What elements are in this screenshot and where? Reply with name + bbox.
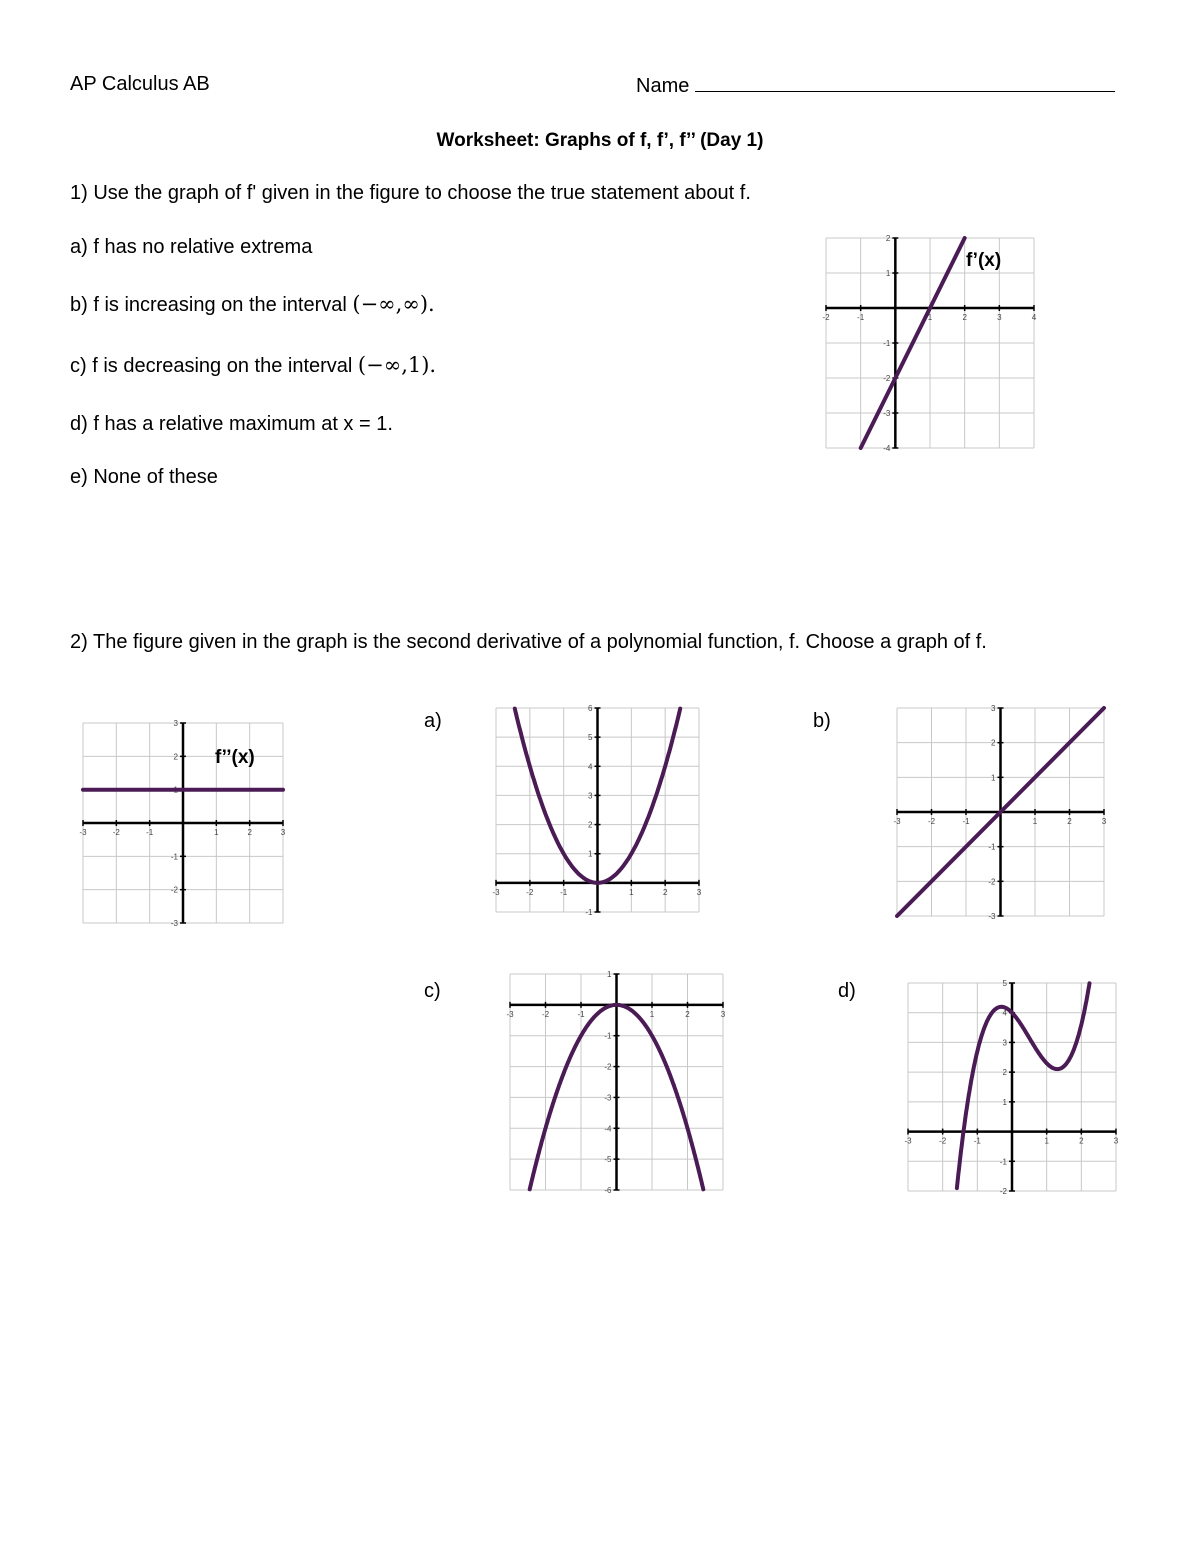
q2-option-c-graph[interactable] [506, 970, 726, 1195]
x-tick-label: 2 [1079, 1136, 1084, 1146]
q2-prompt: 2) The figure given in the graph is the second derivative of a polynomial function, f. Choose a graph of f. [70, 631, 987, 653]
x-tick-label: -1 [973, 1136, 981, 1146]
y-tick-label: 4 [588, 762, 593, 772]
x-tick-label: -1 [577, 1009, 585, 1019]
x-tick-label: 4 [1031, 313, 1037, 322]
x-tick-label: 1 [214, 828, 219, 837]
q2-option-c-label[interactable]: c) [424, 980, 441, 1002]
y-tick-label: -3 [170, 919, 178, 928]
y-tick-label: 1 [885, 269, 891, 278]
x-tick-label: 3 [997, 313, 1002, 322]
y-tick-label: 2 [173, 752, 178, 762]
q1-choice-d: d) f has a relative maximum at x = 1. [70, 413, 393, 435]
x-tick-label: -2 [927, 817, 936, 826]
x-tick-label: -2 [112, 828, 120, 837]
y-tick-label: 4 [1002, 1008, 1007, 1018]
x-tick-label: 3 [1113, 1136, 1119, 1146]
y-tick-label: 3 [991, 704, 996, 713]
x-tick-label: -2 [526, 887, 534, 897]
x-tick-label: -1 [560, 887, 568, 897]
series-line [957, 983, 1090, 1188]
name-blank-line[interactable] [695, 73, 1115, 92]
x-tick-label: 1 [1044, 1136, 1049, 1146]
y-tick-label: -3 [883, 409, 891, 418]
y-tick-label: -2 [999, 1187, 1007, 1196]
q1-choice-a: a) f has no relative extrema [70, 236, 313, 258]
y-tick-label: -2 [170, 885, 178, 895]
x-tick-label: 3 [720, 1009, 726, 1019]
y-tick-label: -1 [883, 339, 891, 348]
grid [826, 238, 1034, 448]
y-tick-label: 2 [1002, 1068, 1007, 1078]
y-tick-label: -3 [988, 912, 996, 921]
q1-choice-c: c) f is decreasing on the interval (−∞,1). [70, 353, 437, 377]
page-title: Worksheet: Graphs of f, f’, f’’ (Day 1) [436, 130, 764, 151]
x-tick-label: 2 [685, 1009, 690, 1019]
y-tick-label: -2 [988, 877, 996, 887]
q2-option-b-label[interactable]: b) [813, 710, 831, 732]
y-tick-label: -2 [883, 374, 891, 383]
x-tick-label: -3 [492, 887, 500, 897]
graph-title: f’(x) [966, 250, 1002, 271]
q2-option-a-label[interactable]: a) [424, 710, 442, 732]
x-tick-label: 3 [696, 887, 702, 897]
x-tick-label: 1 [629, 887, 634, 897]
y-tick-label: 6 [588, 704, 593, 713]
y-tick-label: -5 [604, 1155, 612, 1165]
x-tick-label: 2 [962, 313, 967, 322]
x-tick-label: 2 [247, 828, 252, 837]
q2-given-graph [79, 719, 286, 928]
y-tick-label: 1 [588, 849, 593, 859]
y-tick-label: 3 [588, 791, 593, 801]
q2-option-b-graph[interactable] [893, 704, 1107, 921]
y-tick-label: 1 [1002, 1097, 1007, 1107]
y-tick-label: 3 [1002, 1038, 1007, 1048]
y-tick-label: -4 [604, 1124, 612, 1134]
y-tick-label: 1 [607, 970, 612, 979]
x-tick-label: 1 [927, 313, 933, 322]
y-tick-label: 5 [1002, 979, 1007, 988]
x-tick-label: 1 [1032, 817, 1038, 826]
y-tick-label: 1 [991, 773, 996, 783]
name-label: Name [636, 75, 690, 97]
x-tick-label: 2 [662, 887, 668, 897]
x-tick-label: -1 [857, 313, 865, 322]
x-tick-label: 2 [1067, 817, 1072, 826]
x-tick-label: 3 [280, 828, 286, 837]
x-tick-label: -2 [822, 313, 830, 322]
x-tick-label: 3 [1101, 817, 1107, 826]
y-tick-label: 3 [173, 719, 178, 728]
q1-choice-e: e) None of these [70, 466, 218, 488]
y-tick-label: 5 [588, 733, 593, 743]
q1-choice-b: b) f is increasing on the interval (−∞,∞). [70, 292, 435, 316]
y-tick-label: -1 [999, 1157, 1007, 1167]
graph-title: f’’(x) [215, 747, 255, 768]
y-tick-label: 2 [885, 234, 891, 243]
course-name: AP Calculus AB [70, 73, 210, 95]
name-field[interactable] [636, 73, 1115, 98]
x-tick-label: -1 [962, 817, 970, 826]
q2-option-d-graph[interactable] [904, 979, 1119, 1196]
y-tick-label: -2 [604, 1062, 612, 1072]
q2-option-a-graph[interactable] [492, 704, 702, 917]
q1-fprime-graph [822, 234, 1037, 453]
x-tick-label: -2 [939, 1136, 947, 1146]
y-tick-label: -4 [883, 444, 891, 453]
q2-option-d-label[interactable]: d) [838, 980, 856, 1002]
x-tick-label: -3 [506, 1009, 514, 1019]
x-tick-label: -1 [146, 828, 154, 837]
q1-prompt: 1) Use the graph of f' given in the figure to choose the true statement about f. [70, 182, 751, 204]
x-tick-label: 1 [649, 1009, 655, 1019]
y-tick-label: -3 [604, 1093, 612, 1103]
y-tick-label: 2 [991, 738, 996, 748]
y-tick-label: -1 [988, 842, 996, 852]
y-tick-label: 2 [588, 820, 593, 830]
x-tick-label: -3 [79, 828, 87, 837]
y-tick-label: 1 [173, 785, 178, 795]
x-tick-label: -2 [541, 1009, 550, 1019]
y-tick-label: -1 [585, 908, 593, 917]
x-tick-label: -3 [893, 817, 901, 826]
x-tick-label: -3 [904, 1136, 912, 1146]
y-tick-label: -6 [604, 1186, 612, 1195]
y-tick-label: -1 [170, 852, 178, 862]
y-tick-label: -1 [604, 1031, 612, 1041]
